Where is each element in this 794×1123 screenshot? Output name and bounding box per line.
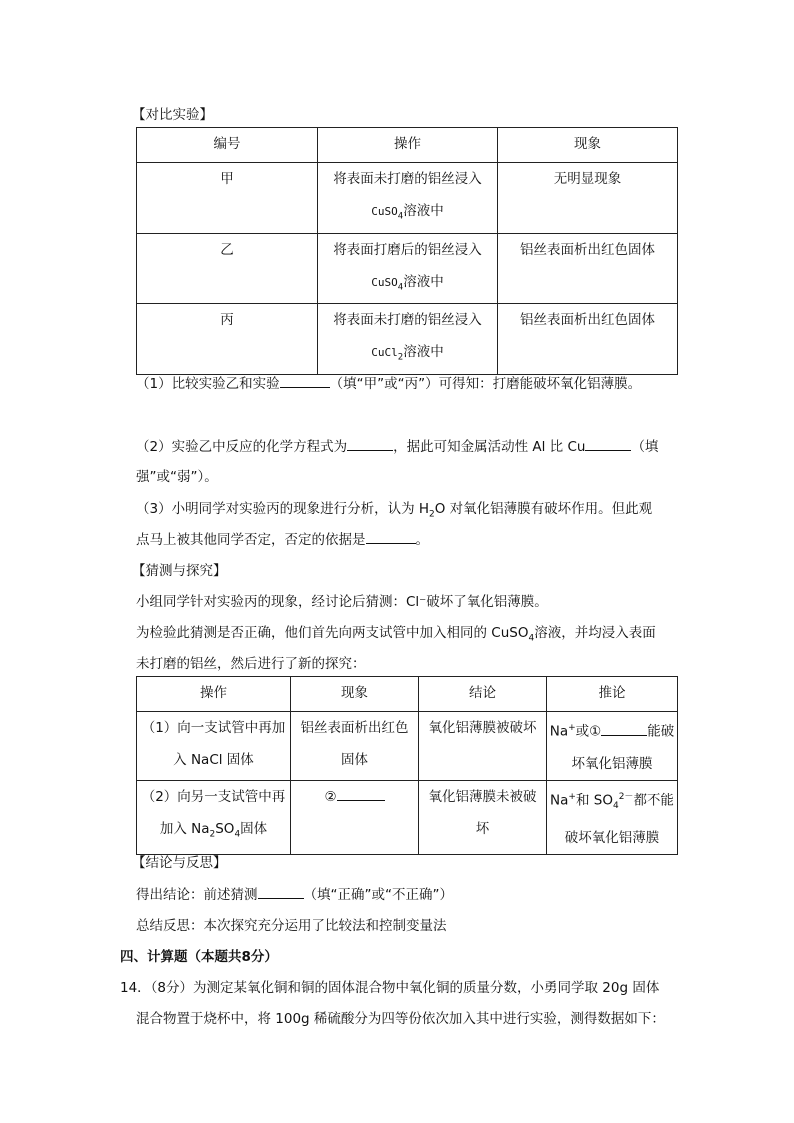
header-cell: 结论 — [419, 677, 547, 712]
table-row — [137, 304, 678, 375]
exploration-table — [136, 676, 678, 855]
table-row — [137, 163, 678, 234]
guess-line-3: 未打磨的铝丝，然后进行了新的探究： — [136, 656, 366, 672]
id-cell: 甲 — [137, 163, 318, 234]
header-cell: 操作 — [318, 128, 498, 163]
header-cell: 编号 — [137, 128, 318, 163]
operation-cell: 将表面打磨后的铝丝浸入 CuSO$_4$溶液中 — [318, 233, 498, 304]
answer-blank[interactable] — [258, 884, 304, 899]
conclusion-line-2: 总结反思：本次探究充分运用了比较法和控制变量法 — [136, 918, 447, 934]
section-guess: 【猜测与探究】 — [132, 563, 227, 579]
contrast-experiment-table — [136, 127, 678, 375]
question-2: （2）实验乙中反应的化学方程式为 ，据此可知金属活动性 Al 比 Cu （填 — [136, 435, 658, 455]
header-cell: 推论 — [547, 677, 678, 712]
id-cell: 丙 — [137, 304, 318, 375]
conclusion-cell: 氧化铝薄膜被破坏 — [419, 712, 547, 781]
conclusion-cell: 氧化铝薄膜未被破 坏 — [419, 780, 547, 854]
table-header-row — [137, 677, 678, 712]
header-cell: 操作 — [137, 677, 291, 712]
phenomenon-cell: 无明显现象 — [498, 163, 678, 234]
table-row — [137, 712, 678, 781]
phenomenon-cell: ② — [291, 780, 419, 854]
section-conclusion: 【结论与反思】 — [132, 855, 227, 871]
answer-blank[interactable] — [585, 436, 631, 451]
question-1: （1）比较实验乙和实验 （填“甲”或“丙”）可得知：打磨能破坏氧化铝薄膜。 — [136, 372, 641, 392]
table-header-row — [137, 128, 678, 163]
operation-cell: （1）向一支试管中再加 入 NaCl 固体 — [137, 712, 291, 781]
question-3: （3）小明同学对实验丙的现象进行分析，认为 $H_2O$ 对氧化铝薄膜有破坏作用。但此观 — [136, 501, 653, 520]
question-14-line-2: 混合物置于烧杯中，将 100g 稀硫酸分为四等份依次加入其中进行实验，测得数据如下： — [136, 1011, 665, 1027]
inference-cell: Na+和 $SO_4^{2-}$都不能 破坏氧化铝薄膜 — [547, 780, 678, 854]
phenomenon-cell: 铝丝表面析出红色 固体 — [291, 712, 419, 781]
header-cell: 现象 — [291, 677, 419, 712]
id-cell: 乙 — [137, 233, 318, 304]
answer-blank[interactable] — [337, 786, 385, 801]
guess-line-2: 为检验此猜测是否正确，他们首先向两支试管中加入相同的 CuSO$_4$溶液，并均浸入表面 — [136, 625, 656, 644]
table-row — [137, 780, 678, 854]
operation-cell: 将表面未打磨的铝丝浸入 CuCl$_2$溶液中 — [318, 304, 498, 375]
question-2-cont: 强”或“弱”）。 — [136, 469, 218, 485]
inference-cell: Na+或① 能破 坏氧化铝薄膜 — [547, 712, 678, 781]
section-calc-title: 四、计算题（本题共8分） — [120, 949, 278, 965]
answer-blank[interactable] — [280, 373, 330, 388]
operation-cell: 将表面未打磨的铝丝浸入 CuSO$_4$溶液中 — [318, 163, 498, 234]
guess-line-1: 小组同学针对实验丙的现象，经讨论后猜测：Cl⁻破坏了氧化铝薄膜。 — [136, 594, 548, 610]
question-14-line-1: 14．（8分）为测定某氧化铜和铜的固体混合物中氧化铜的质量分数，小勇同学取 20g 固体 — [120, 980, 660, 996]
operation-cell: （2）向另一支试管中再 加入 $Na_2SO_4$固体 — [137, 780, 291, 854]
header-cell: 现象 — [498, 128, 678, 163]
question-3-cont: 点马上被其他同学否定，否定的依据是 。 — [136, 528, 429, 548]
section-contrast-experiment: 【对比实验】 — [132, 107, 213, 123]
answer-blank[interactable] — [366, 529, 416, 544]
table-row — [137, 233, 678, 304]
phenomenon-cell: 铝丝表面析出红色固体 — [498, 233, 678, 304]
answer-blank[interactable] — [601, 721, 647, 736]
phenomenon-cell: 铝丝表面析出红色固体 — [498, 304, 678, 375]
answer-blank[interactable] — [347, 436, 393, 451]
conclusion-line-1: 得出结论：前述猜测 （填“正确”或“不正确”） — [136, 883, 453, 903]
